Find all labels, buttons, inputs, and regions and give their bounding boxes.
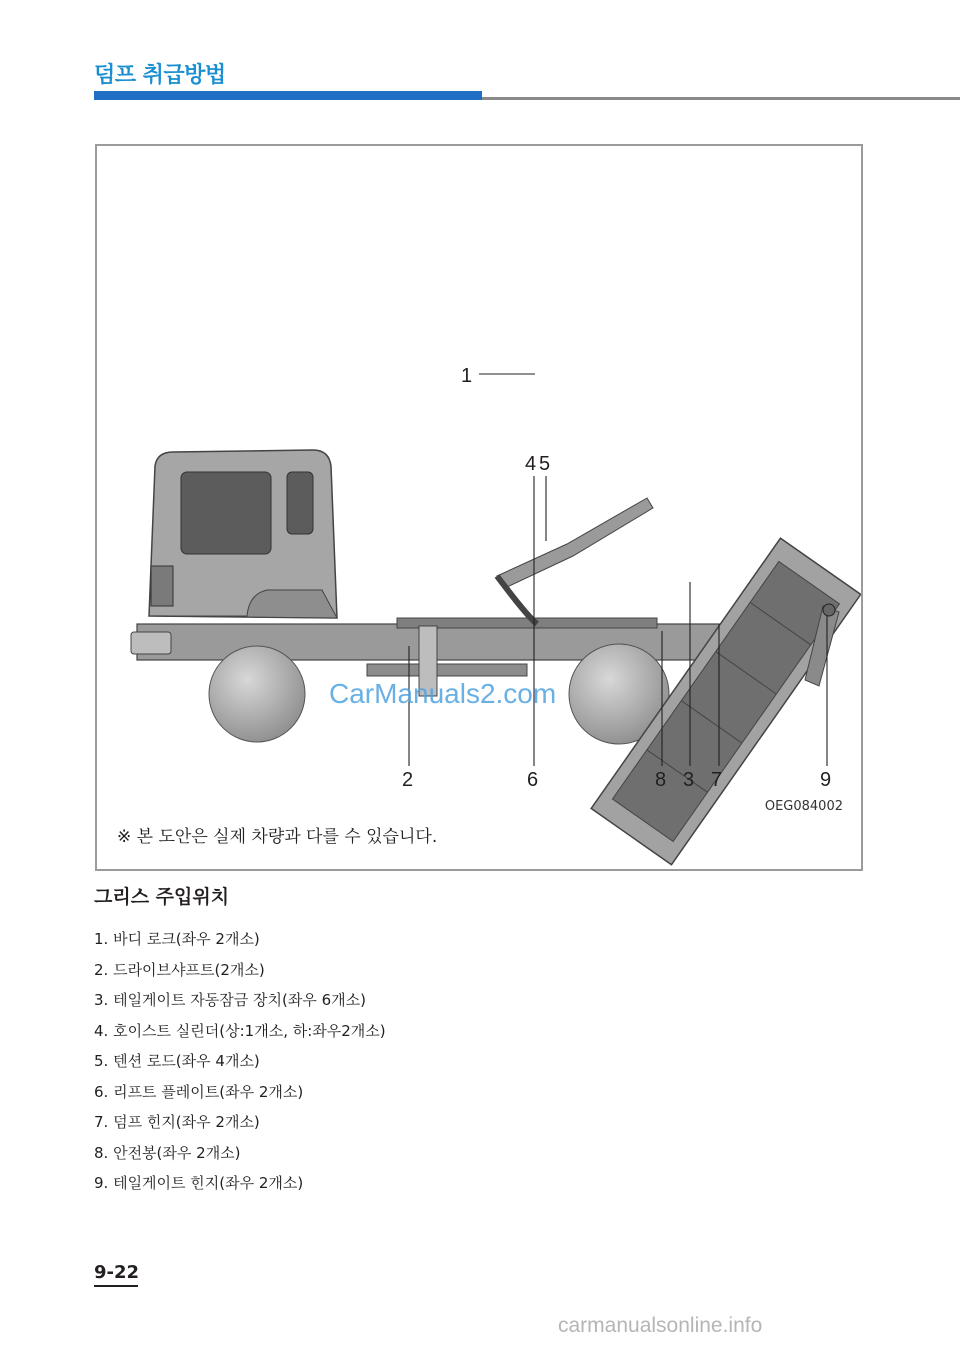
list-item: 7. 덤프 힌지(좌우 2개소) bbox=[94, 1113, 260, 1131]
cab-door-window bbox=[181, 472, 271, 554]
watermark: CarManuals2.com bbox=[329, 678, 557, 709]
drive-shaft bbox=[367, 664, 527, 676]
list-item: 8. 안전봉(좌우 2개소) bbox=[94, 1143, 241, 1162]
page-number: 9-22 bbox=[94, 1262, 140, 1283]
tailgate-hinge bbox=[823, 604, 835, 616]
headlight-area bbox=[151, 566, 173, 606]
front-wheel bbox=[209, 646, 305, 742]
dump-truck-illustration bbox=[97, 146, 861, 869]
list-item: 3. 테일게이트 자동잠금 장치(좌우 6개소) bbox=[94, 991, 366, 1009]
callout-4: 4 bbox=[525, 453, 537, 475]
cab-rear-window bbox=[287, 472, 313, 534]
callout-5: 5 bbox=[539, 453, 551, 475]
grease-point-list bbox=[94, 924, 386, 1199]
front-bumper bbox=[131, 632, 171, 654]
list-item: 5. 텐션 로드(좌우 4개소) bbox=[94, 1052, 260, 1070]
figure-code: OEG084002 bbox=[764, 799, 843, 814]
footer-site: carmanualsonline.info bbox=[558, 1314, 763, 1337]
callout-6: 6 bbox=[527, 769, 539, 791]
figure-note: ※ 본 도안은 실제 차량과 다를 수 있습니다. bbox=[117, 827, 438, 847]
list-item: 2. 드라이브샤프트(2개소) bbox=[94, 960, 265, 979]
list-item: 1. 바디 로크(좌우 2개소) bbox=[94, 930, 260, 948]
page-number-underline bbox=[94, 1285, 138, 1287]
lift-plate bbox=[497, 576, 537, 624]
header-rule bbox=[482, 97, 960, 100]
callout-9: 9 bbox=[820, 769, 832, 791]
dump-truck-figure bbox=[95, 144, 863, 871]
list-item: 6. 리프트 플레이트(좌우 2개소) bbox=[94, 1082, 304, 1101]
chassis-frame bbox=[137, 624, 747, 660]
callout-8: 8 bbox=[655, 769, 667, 791]
callout-2: 2 bbox=[402, 769, 414, 791]
list-item: 9. 테일게이트 힌지(좌우 2개소) bbox=[94, 1174, 304, 1192]
hoist-cylinder-upper bbox=[497, 498, 653, 588]
header-rule-accent bbox=[94, 91, 482, 100]
callout-3: 3 bbox=[683, 769, 695, 791]
section-title: 그리스 주입위치 bbox=[94, 886, 230, 908]
list-item: 4. 호이스트 실린더(상:1개소, 하:좌우2개소) bbox=[94, 1021, 386, 1040]
section-header-title: 덤프 취급방법 bbox=[94, 63, 226, 88]
callout-7: 7 bbox=[711, 769, 723, 791]
callout-1: 1 bbox=[461, 365, 473, 387]
